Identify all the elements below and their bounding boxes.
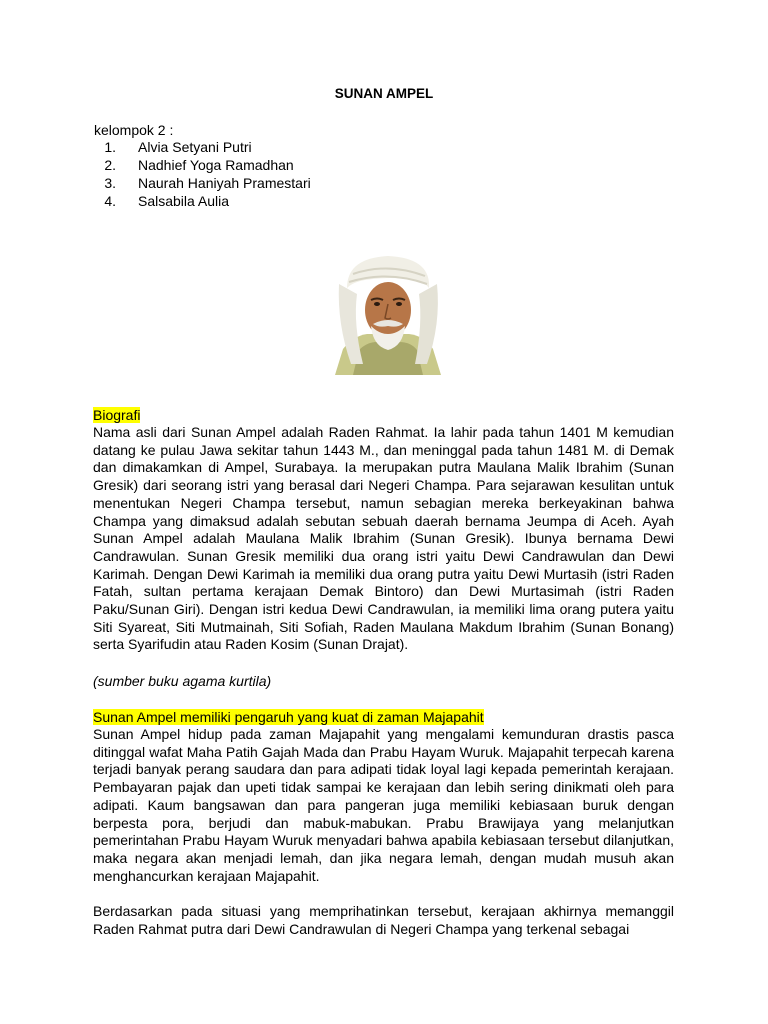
source-note: (sumber buku agama kurtila) [93,673,272,689]
member-name: Salsabila Aulia [138,193,230,209]
document-title: SUNAN AMPEL [334,86,434,101]
list-item [94,192,311,210]
biography-paragraph: Nama asli dari Sunan Ampel adalah Raden Rahmat. Ia lahir pada tahun 1401 M kemudian datang ke pulau Jawa sekitar tahun 1443 M., dan meninggal pada tahun 1481 M. di Demak dan dimakamkan di Ampel, Surabaya. Ia merupakan putra Maulana Malik Ibrahim (Sunan Gresik) dari seorang istri yang berasal dari Negeri Champa. Para sejarawan kesulitan untuk menentukan Negeri Champa tersebut, namun sebagian mereka berkeyakinan bahwa Champa yang dimaksud adalah sebutan sebuah daerah bernama Jeumpa di Aceh. Ayah Sunan Ampel adalah Maulana Malik Ibrahim (Sunan Gresik). Ibunya bernama Dewi Candrawulan. Sunan Gresik memiliki dua orang istri yaitu Dewi Candrawulan dan Dewi Karimah. Dengan Dewi Karimah ia memiliki dua orang putra yaitu Dewi Murtasih (istri Raden Fatah, sultan pertama kerajaan Demak Bintoro) dan Dewi Murtasimah (istri Raden Paku/Sunan Giri). Dengan istri kedua Dewi Candrawulan, ia memiliki lima orang putera yaitu Siti Syareat, Siti Mutmainah, Siti Sofiah, Raden Maulana Makdum Ibrahim (Sunan Bonang) serta Syarifudin atau Raden Kosim (Sunan Drajat). [93,424,674,653]
majapahit-paragraph: Sunan Ampel hidup pada zaman Majapahit yang mengalami kemunduran drastis pasca ditinggal wafat Maha Patih Gajah Mada dan Prabu Hayam Wuruk. Majapahit terpecah karena terjadi banyak perang saudara dan para adipati tidak loyal lagi kepada pemerintah kerajaan. Pembayaran pajak dan upeti tidak sampai ke kerajaan dan lebih sering dinikmati oleh para adipati. Kaum bangsawan dan para pangeran juga memiliki kebiasaan buruk dengan berpesta pora, berjudi dan mabuk-mabukan. Prabu Brawijaya yang melanjutkan pemerintahan Prabu Hayam Wuruk menyadari bahwa apabila kebiasaan tersebut dilanjutkan, maka negara akan menjadi lemah, dan jika negara lemah, dengan mudah musuh akan menghancurkan kerajaan Majapahit. [93,726,674,884]
group-label: kelompok 2 : [94,122,174,138]
continuation-paragraph: Berdasarkan pada situasi yang memprihatinkan tersebut, kerajaan akhirnya memanggil Raden Rahmat putra dari Dewi Candrawulan di Negeri Champa yang terkenal sebagai [93,903,674,937]
member-name: Alvia Setyani Putri [138,139,252,155]
section-heading-biografi: Biografi [93,407,141,423]
portrait-image [333,254,443,375]
list-number: 1. [104,139,116,155]
section-heading-majapahit: Sunan Ampel memiliki pengaruh yang kuat di zaman Majapahit [93,709,484,725]
list-item [94,174,311,192]
list-item [94,156,311,174]
list-number: 4. [104,193,116,209]
list-number: 3. [104,175,116,191]
list-number: 2. [104,157,116,173]
member-name: Naurah Haniyah Pramestari [138,175,311,191]
member-list [94,138,311,210]
member-name: Nadhief Yoga Ramadhan [138,157,294,173]
list-item [94,138,311,156]
